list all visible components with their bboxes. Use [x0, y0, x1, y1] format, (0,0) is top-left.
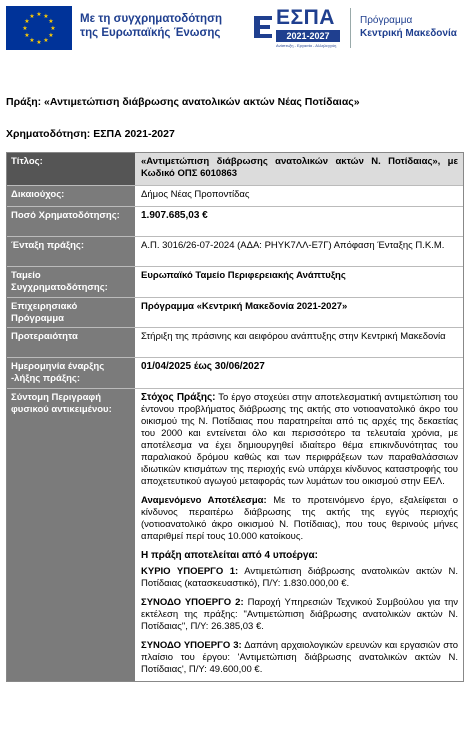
eu-flag-logo: [6, 6, 72, 50]
sub2-text: Παροχή Υπηρεσιών Τεχνικού Συμβούλου για την εκτέλεση της πράξης: "Αντιμετώπιση διάβρωσης ανατολικών ακτών Ν. Ποτίδαιας", Π/Υ: 26.385,03 €.: [141, 597, 458, 632]
goal-paragraph: [141, 392, 458, 488]
row-description: [7, 389, 463, 681]
header-banner: [4, 4, 464, 56]
action-heading: Πράξη: «Αντιμετώπιση διάβρωσης ανατολικών ακτών Νέας Ποτίδαιας»: [6, 96, 360, 108]
eu-text-line1: Με τη συγχρηματοδότηση: [80, 13, 222, 25]
label-dates: Ημερομηνία έναρξης -λήξης πράξης:: [7, 358, 135, 388]
value-title: «Αντιμετώπιση διάβρωσης ανατολικών ακτών Ν. Ποτίδαιας», με Κωδικό ΟΠΣ 6010863: [135, 153, 463, 185]
espa-tagline: Ανάπτυξη - Εργασία - Αλληλεγγύη: [276, 43, 337, 48]
subproject-2: [141, 597, 458, 633]
program-line2: Κεντρική Μακεδονία: [360, 28, 457, 39]
result-paragraph: [141, 495, 458, 543]
eu-stars-icon: [6, 6, 72, 50]
espa-years: 2021-2027: [276, 30, 340, 42]
svg-text:★: ★: [29, 37, 35, 44]
label-priority: Προτεραιότητα: [7, 328, 135, 357]
svg-text:★: ★: [36, 39, 42, 46]
value-description: [135, 389, 463, 681]
value-program: Πρόγραμμα «Κεντρική Μακεδονία 2021-2027»: [141, 301, 348, 312]
row-amount: [7, 207, 463, 237]
svg-text:★: ★: [22, 25, 28, 32]
svg-text:★: ★: [50, 25, 56, 32]
label-amount: Ποσό Χρηματοδότησης:: [7, 207, 135, 236]
label-fund: Ταμείο Συγχρηματοδότησης:: [7, 267, 135, 297]
sub2-label: ΣΥΝΟΔΟ ΥΠΟΕΡΓΟ 2:: [141, 597, 244, 608]
svg-text:★: ★: [36, 11, 42, 18]
espa-title: ΕΣΠΑ: [276, 6, 335, 29]
row-inclusion: [7, 237, 463, 267]
row-fund: [7, 267, 463, 298]
svg-text:★: ★: [43, 13, 49, 20]
row-dates: [7, 358, 463, 389]
svg-text:★: ★: [24, 18, 30, 25]
program-logo-text: [360, 14, 457, 40]
row-program: [7, 298, 463, 328]
banner-divider: [350, 8, 351, 48]
label-title: Τίτλος:: [7, 153, 135, 185]
row-priority: [7, 328, 463, 358]
value-priority: Στήριξη της πράσινης και αειφόρου ανάπτυξης στην Κεντρική Μακεδονία: [141, 331, 446, 342]
sub1-label: ΚΥΡΙΟ ΥΠΟΕΡΓΟ 1:: [141, 566, 239, 577]
value-amount: 1.907.685,03 €: [141, 210, 208, 221]
label-beneficiary: Δικαιούχος:: [7, 186, 135, 206]
espa-logo: [252, 6, 342, 52]
goal-text: Το έργο στοχεύει στην αποτελεσματική αντιμετώπιση του έντονου προβλήματος διάβρωσης της ακτής στο νοτιοανατολικό άκρο του οικισμού της Ν. Ποτίδαιας που παρατηρείται από τις αρχές της δεκαετίας του 2000 και εντείνεται όλο και περισσότερο τα τελευταία χρόνια, με αποτέλεσμα να έχει δημιουργηθεί ιδιαίτερο θέμα επικινδυνότητας του παραλιακού δρόμου καθώς και των περιφράξεων των παραθαλάσσιων ιδιωτικών κτισμάτων της περιοχής ενώ υπάρχει κίνδυνος καταστροφής του αποχετευτικού αγωγού μεταφοράς των λυμάτων του οικισμού στην ΕΕΛ.: [141, 392, 458, 487]
row-title: [7, 153, 463, 186]
espa-mark-icon: [252, 12, 274, 42]
eu-cofunding-text: [80, 12, 222, 40]
sub1-text: Αντιμετώπιση διάβρωσης ανατολικών ακτών Ν. Ποτίδαιας (κατασκευαστικό), Π/Υ: 1.830.000,00 €.: [141, 566, 458, 589]
sub3-text: Δαπάνη αρχαιολογικών ερευνών και εργασιών στο πλαίσιο του έργου: 'Αντιμετώπιση διάβρωσης ανατολικών ακτών Ν. Ποτίδαιας', Π/Υ: 49.600,00 €.: [141, 640, 458, 675]
value-fund: Ευρωπαϊκό Ταμείο Περιφερειακής Ανάπτυξης: [141, 270, 346, 281]
eu-text-line2: της Ευρωπαϊκής Ένωσης: [80, 27, 221, 39]
project-info-table: [6, 152, 464, 682]
label-description: Σύντομη Περιγραφή φυσικού αντικειμένου:: [7, 389, 135, 681]
result-label: Αναμενόμενο Αποτέλεσμα:: [141, 495, 267, 506]
subprojects-heading: Η πράξη αποτελείται από 4 υποέργα:: [141, 550, 318, 561]
value-inclusion: Α.Π. 3016/26-07-2024 (ΑΔΑ: ΡΗΥΚ7ΛΛ-Ε7Γ) Απόφαση Ένταξης Π.Κ.Μ.: [141, 240, 445, 251]
svg-text:★: ★: [48, 18, 54, 25]
funding-heading: Χρηματοδότηση: ΕΣΠΑ 2021-2027: [6, 128, 175, 140]
svg-text:★: ★: [24, 32, 30, 39]
row-beneficiary: [7, 186, 463, 207]
subproject-1: [141, 566, 458, 590]
label-inclusion: Ένταξη πράξης:: [7, 237, 135, 266]
goal-label: Στόχος Πράξης:: [141, 392, 216, 403]
sub3-label: ΣΥΝΟΔΟ ΥΠΟΕΡΓΟ 3:: [141, 640, 242, 651]
program-line1: Πρόγραμμα: [360, 15, 413, 26]
svg-text:★: ★: [43, 37, 49, 44]
value-dates: 01/04/2025 έως 30/06/2027: [141, 361, 265, 372]
svg-text:★: ★: [48, 32, 54, 39]
value-beneficiary: Δήμος Νέας Προποντίδας: [141, 189, 250, 200]
label-program: Επιχειρησιακό Πρόγραμμα: [7, 298, 135, 327]
result-text: Με το προτεινόμενο έργο, εξαλείφεται ο κίνδυνος περαιτέρω διάβρωσης της ακτής της εγγύς περιοχής (νοτιοανατολικό άκρο οικισμού Ν. Ποτίδαιας), που τους θερινούς μήνες απαριθμεί περί τους 10.000 κατοίκους.: [141, 495, 458, 542]
svg-text:★: ★: [29, 13, 35, 20]
subproject-3: [141, 640, 458, 676]
